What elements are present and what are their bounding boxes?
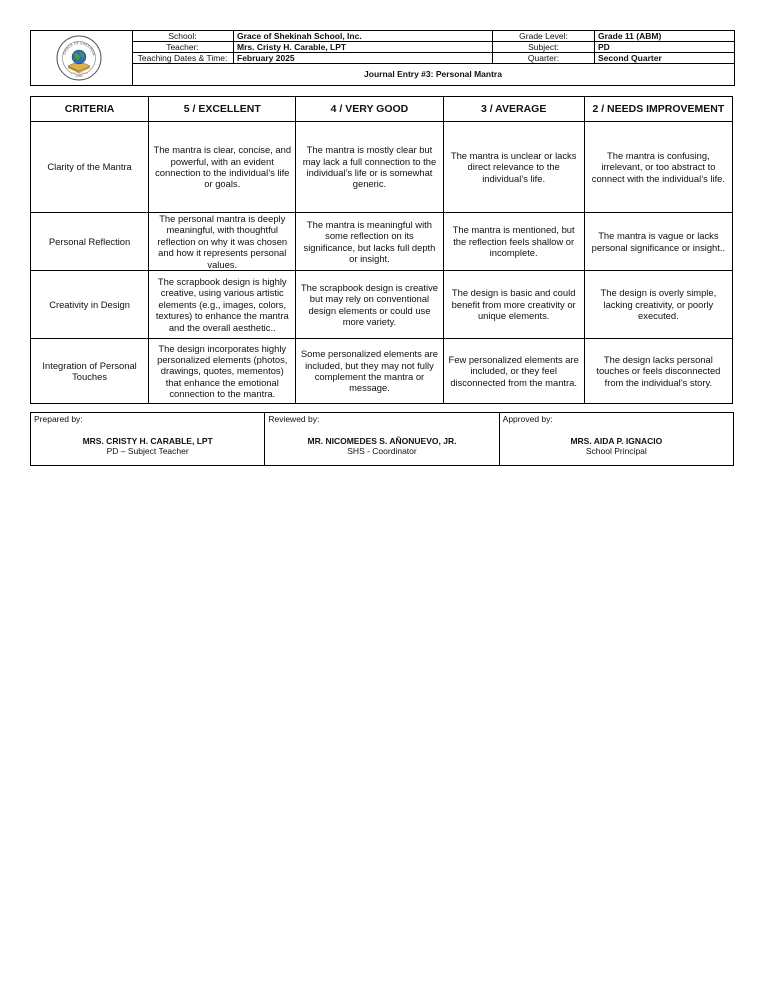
signature-row	[31, 413, 734, 466]
prepared-by-name: MRS. CRISTY H. CARABLE, LPT	[82, 436, 213, 446]
approved-by-label: Approved by:	[502, 414, 553, 424]
header-info-table	[132, 31, 734, 85]
needs-improvement-cell: The design is overly simple, lacking creativity, or poorly executed.	[584, 271, 732, 339]
very-good-cell: The scrapbook design is creative but may rely on conventional design elements or could use more variety.	[296, 271, 443, 339]
svg-text:• 1986 •: • 1986 •	[74, 75, 84, 78]
signature-table	[30, 412, 734, 466]
prepared-by-label: Prepared by:	[34, 414, 83, 424]
average-header: 3 / AVERAGE	[443, 97, 584, 122]
excellent-cell: The mantra is clear, concise, and powerful, with an evident connection to the individual’s life or goals.	[149, 122, 296, 213]
needs-improvement-cell: The design lacks personal touches or feels disconnected from the individual’s story.	[584, 339, 732, 404]
quarter-value: Second Quarter	[595, 53, 735, 64]
quarter-label: Quarter:	[493, 53, 595, 64]
prepared-by-position: PD – Subject Teacher	[106, 446, 189, 456]
criteria-header: CRITERIA	[31, 97, 149, 122]
grade-level-value: Grade 11 (ABM)	[595, 31, 735, 42]
very-good-cell: The mantra is mostly clear but may lack a full connection to the individual’s life or is somewhat generic.	[296, 122, 443, 213]
teacher-value: Mrs. Cristy H. Carable, LPT	[234, 42, 493, 53]
document-title: Journal Entry #3: Personal Mantra	[132, 64, 734, 86]
svg-text:GRACE OF SHEKINAH: GRACE OF SHEKINAH	[62, 40, 96, 56]
teacher-label: Teacher:	[132, 42, 234, 53]
average-cell: The mantra is mentioned, but the reflection feels shallow or incomplete.	[443, 213, 584, 271]
reviewed-by-label: Reviewed by:	[268, 414, 320, 424]
school-seal-logo	[56, 35, 102, 81]
table-row	[31, 271, 733, 339]
table-row	[31, 122, 733, 213]
criteria-cell: Creativity in Design	[31, 271, 149, 339]
excellent-cell: The design incorporates highly personalized elements (photos, drawings, quotes, mementos) that enhance the emotional connection to the mantra.	[149, 339, 296, 404]
school-label: School:	[132, 31, 234, 42]
excellent-header: 5 / EXCELLENT	[149, 97, 296, 122]
logo-cell	[31, 31, 133, 85]
teaching-dates-value: February 2025	[234, 53, 493, 64]
approved-by-name: MRS. AIDA P. IGNACIO	[570, 436, 663, 446]
very-good-cell: Some personalized elements are included, but they may not fully complement the mantra or message.	[296, 339, 443, 404]
teaching-dates-label: Teaching Dates & Time:	[132, 53, 234, 64]
rubric-header-row	[31, 97, 733, 122]
subject-value: PD	[595, 42, 735, 53]
reviewed-by-block	[265, 413, 499, 466]
table-row	[31, 339, 733, 404]
criteria-cell: Integration of Personal Touches	[31, 339, 149, 404]
criteria-cell: Personal Reflection	[31, 213, 149, 271]
approved-by-position: School Principal	[585, 446, 647, 456]
average-cell: The mantra is unclear or lacks direct relevance to the individual’s life.	[443, 122, 584, 213]
header-row-dates	[132, 53, 734, 64]
criteria-cell: Clarity of the Mantra	[31, 122, 149, 213]
excellent-cell: The personal mantra is deeply meaningful, with thoughtful reflection on why it was chosen and how it represents personal values.	[149, 213, 296, 271]
grade-level-label: Grade Level:	[493, 31, 595, 42]
average-cell: Few personalized elements are included, or they feel disconnected from the mantra.	[443, 339, 584, 404]
school-value: Grace of Shekinah School, Inc.	[234, 31, 493, 42]
header-row-title	[132, 64, 734, 86]
needs-improvement-cell: The mantra is vague or lacks personal significance or insight..	[584, 213, 732, 271]
very-good-header: 4 / VERY GOOD	[296, 97, 443, 122]
subject-label: Subject:	[493, 42, 595, 53]
needs-improvement-cell: The mantra is confusing, irrelevant, or too abstract to connect with the individual’s life.	[584, 122, 732, 213]
table-row	[31, 213, 733, 271]
excellent-cell: The scrapbook design is highly creative, using various artistic elements (e.g., images, colors, textures) to enhance the mantra and the overall aesthetic..	[149, 271, 296, 339]
rubric-table	[30, 96, 733, 404]
reviewed-by-name: MR. NICOMEDES S. AÑONUEVO, JR.	[307, 436, 457, 446]
reviewed-by-position: SHS - Coordinator	[347, 446, 417, 456]
approved-by-block	[499, 413, 733, 466]
header-row-school	[132, 31, 734, 42]
needs-improvement-header: 2 / NEEDS IMPROVEMENT	[584, 97, 732, 122]
document-header	[30, 30, 735, 86]
average-cell: The design is basic and could benefit from more creativity or unique elements.	[443, 271, 584, 339]
very-good-cell: The mantra is meaningful with some reflection on its significance, but lacks full depth or insight.	[296, 213, 443, 271]
prepared-by-block	[31, 413, 265, 466]
header-row-teacher	[132, 42, 734, 53]
